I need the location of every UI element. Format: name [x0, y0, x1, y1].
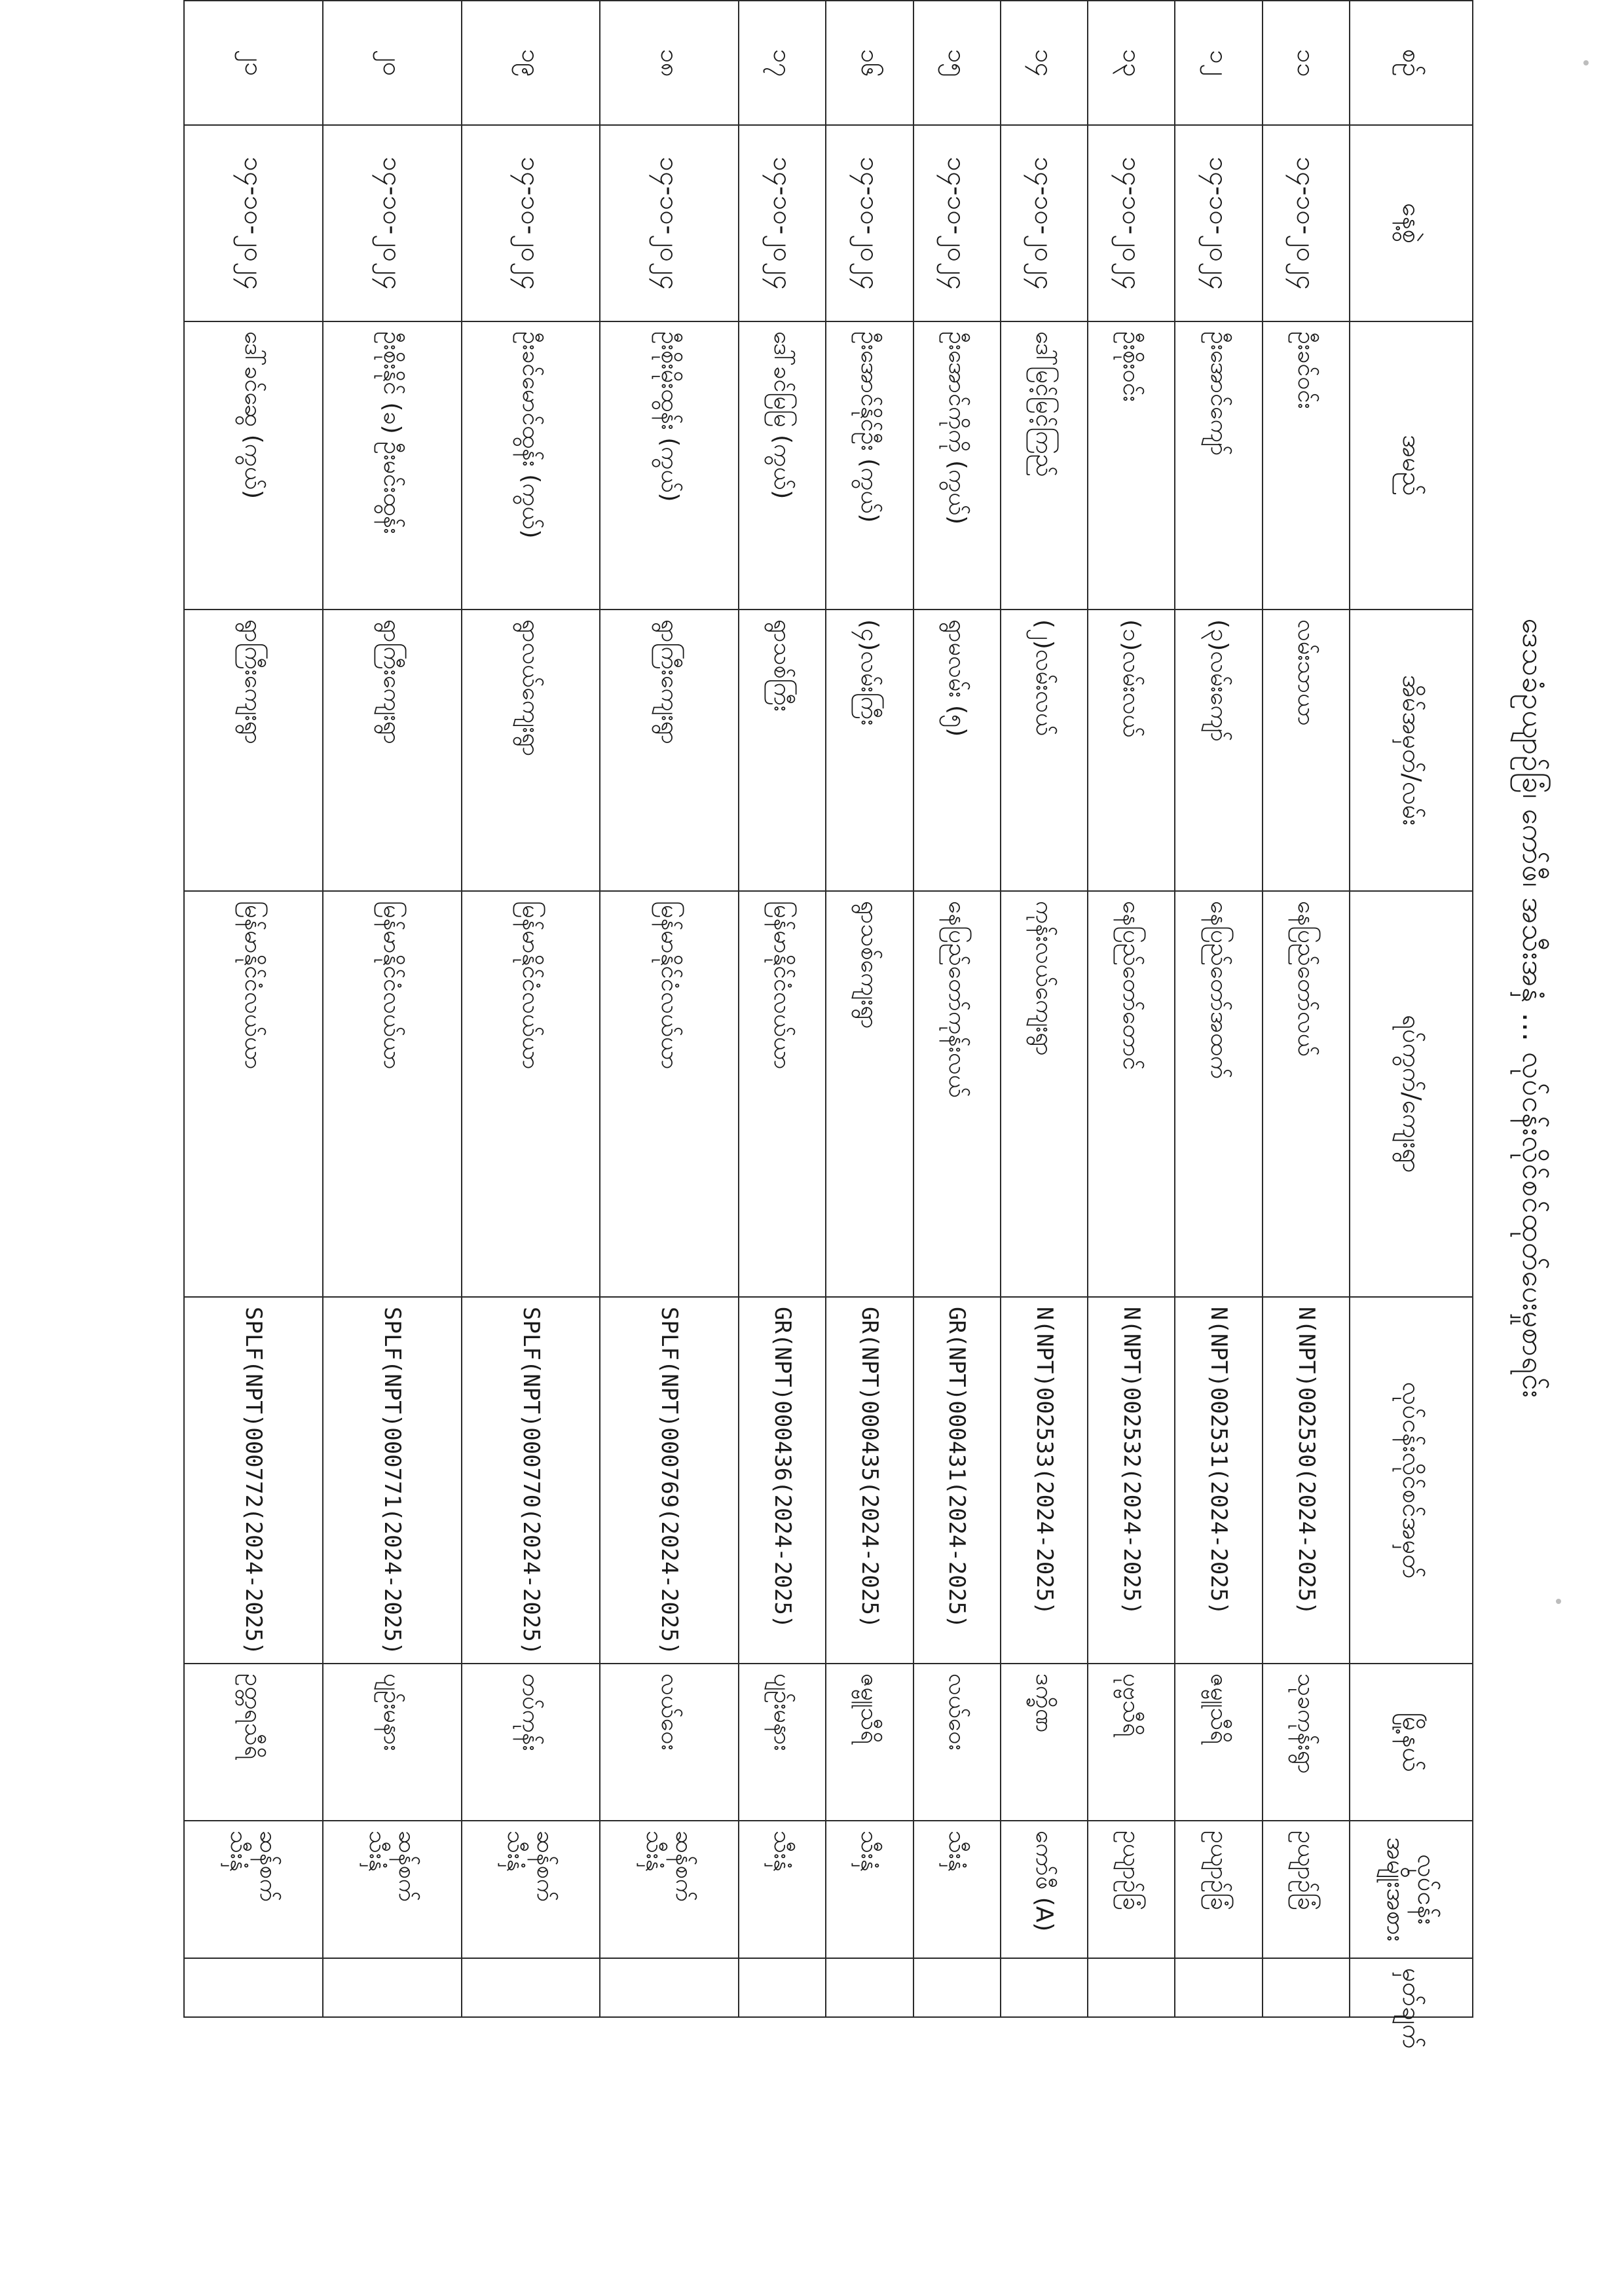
cell-village: ပျဉ်းမနား [323, 1664, 462, 1821]
cell-no: ၁၂ [1175, 1, 1262, 125]
cell-no: ၁၄ [1001, 1, 1088, 125]
cell-type: ဥယျာဉ်ခြံ [1263, 1821, 1350, 1958]
table-row [739, 1, 826, 2017]
cell-no: ၁၅ [913, 1, 1001, 125]
cell-community: ရွာသစ်ကျေးရွာ [826, 891, 913, 1297]
column-header: အမည် [1350, 321, 1473, 610]
cell-community: နေပြည်တော်လယ် [1263, 891, 1350, 1297]
cell-no: ၁၃ [1088, 1, 1175, 125]
cell-type: ဆန်စက် သီးနှံ [462, 1821, 600, 1958]
column-header: အိမ်အမှတ်/လမ်း [1350, 610, 1473, 891]
cell-address: (၁)လမ်းလယ် [1088, 610, 1175, 891]
scan-speck [1583, 60, 1589, 65]
cell-community: ကုန်းလယ်ကျေးရွာ [1001, 891, 1088, 1297]
cell-village: သုခကုန်းရွာ [1263, 1664, 1350, 1821]
cell-date: ၁၄-၁၀-၂၀၂၄ [1175, 125, 1262, 321]
table-row [1088, 1, 1175, 2017]
cell-address: လမ်းသာယာ [1263, 610, 1350, 891]
document-title: ဒေသခံဥယျာဉ်ခြံ၊ ကော်ဖီ၊ အသီးအနှံ ... လုပ်ငန်းလိုင်စင်ထုတ်ပေးမှုစာရင်း [1516, 618, 1549, 1398]
cell-type: ဆန်စက် သီးနှံ [184, 1821, 323, 1958]
cell-license: GR(NPT)000436(2024-2025) [739, 1297, 826, 1664]
cell-license: SPLF(NPT)000770(2024-2025) [462, 1297, 600, 1664]
cell-date: ၁၄-၁၀-၂၀၂၄ [600, 125, 739, 321]
cell-remark [826, 1958, 913, 2017]
cell-date: ၁၄-၁၀-၂၀၂၄ [826, 125, 913, 321]
cell-name: ဦးစိုးမိုးထွန်း (ကွယ်) [600, 321, 739, 610]
cell-name: ဦးခင်ဝင်း [1263, 321, 1350, 610]
cell-type: ဆန်စက် သီးနှံ [600, 1821, 739, 1958]
cell-license: SPLF(NPT)000771(2024-2025) [323, 1297, 462, 1664]
cell-name: ဒေါ်ခင်မြမြ (ကွယ်) [739, 321, 826, 610]
cell-name: ဒေါ်မြင့်မြင့်ကြည် [1001, 321, 1088, 610]
cell-remark [1263, 1958, 1350, 2017]
cell-license: SPLF(NPT)000769(2024-2025) [600, 1297, 739, 1664]
cell-remark [739, 1958, 826, 2017]
cell-no: ၁၁ [1263, 1, 1350, 125]
cell-license: N(NPT)002532(2024-2025) [1088, 1297, 1175, 1664]
cell-no: ၁၉ [462, 1, 600, 125]
document-body [183, 0, 1549, 2049]
cell-community: မြန်မာနိုင်ငံလယ်ယာ [184, 891, 323, 1297]
cell-community: မြန်မာနိုင်ငံလယ်ယာ [462, 891, 600, 1297]
cell-community: မြန်မာနိုင်ငံလယ်ယာ [600, 891, 739, 1297]
cell-village: ဥတ္တရသီရိ [184, 1664, 323, 1821]
column-header: နေ့စွဲ [1350, 125, 1473, 321]
cell-address: (၃)လမ်းကျော် [1175, 610, 1262, 891]
cell-remark [1001, 1958, 1088, 2017]
cell-village: တပ်ကုန်း [462, 1664, 600, 1821]
cell-remark [1088, 1958, 1175, 2017]
column-header: လုပ်ငန်းအမျိုးအစား [1350, 1821, 1473, 1958]
table-row [600, 1, 739, 2017]
cell-address: ရွာသစ်ကြီး [739, 610, 826, 891]
cell-license: SPLF(NPT)000772(2024-2025) [184, 1297, 323, 1664]
table-row [913, 1, 1001, 2017]
cell-village: လယ်ဝေး [600, 1664, 739, 1821]
table-row [323, 1, 462, 2017]
cell-no: ၂၀ [323, 1, 462, 125]
cell-license: GR(NPT)000435(2024-2025) [826, 1297, 913, 1664]
column-header: မှတ်ချက် [1350, 1958, 1473, 2017]
cell-address: (၄)လမ်းကြီး [826, 610, 913, 891]
cell-address: ရွာကြီးကျေးရွာ [600, 610, 739, 891]
cell-date: ၁၄-၁၀-၂၀၂၄ [323, 125, 462, 321]
column-header: လုပ်ငန်းလိုင်စင်အမှတ် [1350, 1297, 1473, 1664]
table-row [1263, 1, 1350, 2017]
table-row [462, 1, 600, 2017]
cell-type: သီးနှံ [913, 1821, 1001, 1958]
cell-name: ဦးအောင်ကိုကို (ကွယ်) [913, 321, 1001, 610]
cell-date: ၁၄-၁၀-၂၀၂၄ [739, 125, 826, 321]
cell-village: ဒက္ခိဏ [1001, 1664, 1088, 1821]
cell-date: ၁၄-၁၀-၂၀၂၄ [1001, 125, 1088, 321]
cell-name: ဦးအောင်နိုင်ဦး (ကွယ်) [826, 321, 913, 610]
cell-type: သီးနှံ [739, 1821, 826, 1958]
license-table [183, 0, 1473, 2049]
cell-address: ရွာလယ်ကျေးရွာ [462, 610, 600, 891]
cell-no: ၁၈ [600, 1, 739, 125]
cell-remark [600, 1958, 739, 2017]
column-header: စဉ် [1350, 1, 1473, 125]
table-row [1175, 1, 1262, 2017]
column-header: ရပ်ကွက်/ကျေးရွာ [1350, 891, 1473, 1297]
cell-village: ဇမ္ဗူသီရိ [826, 1664, 913, 1821]
cell-village: ဇမ္ဗူသီရိ [1175, 1664, 1262, 1821]
table-row [826, 1, 913, 2017]
cell-date: ၁၄-၁၀-၂၀၂၄ [184, 125, 323, 321]
cell-no: ၁၆ [826, 1, 913, 125]
cell-name: ဦးစိုးနိုင် (ခ) ဦးမင်းထွန်း [323, 321, 462, 610]
cell-address: (၂)လမ်းလယ် [1001, 610, 1088, 891]
cell-remark [184, 1958, 323, 2017]
cell-community: နေပြည်တော်အထက် [1175, 891, 1262, 1297]
cell-remark [323, 1958, 462, 2017]
cell-village: ပုဗ္ဗသီရိ [1088, 1664, 1175, 1821]
cell-license: GR(NPT)000431(2024-2025) [913, 1297, 1001, 1664]
cell-name: ဦးခင်မောင်ထွန်း (ကွယ်) [462, 321, 600, 610]
cell-name: ဦးအောင်ကျော် [1175, 321, 1262, 610]
cell-license: N(NPT)002530(2024-2025) [1263, 1297, 1350, 1664]
cell-type: ဆန်စက် သီးနှံ [323, 1821, 462, 1958]
cell-type: သီးနှံ [826, 1821, 913, 1958]
cell-community: မြန်မာနိုင်ငံလယ်ယာ [739, 891, 826, 1297]
cell-village: လယ်ဝေး [913, 1664, 1001, 1821]
cell-license: N(NPT)002533(2024-2025) [1001, 1297, 1088, 1664]
column-header: မြို့နယ် [1350, 1664, 1473, 1821]
cell-address: ရွာမလမ်း (၅) [913, 610, 1001, 891]
table-body [184, 1, 1350, 2017]
cell-no: ၂၁ [184, 1, 323, 125]
cell-community: နေပြည်တော်တောင် [1088, 891, 1175, 1297]
cell-date: ၁၄-၁၀-၂၀၂၄ [462, 125, 600, 321]
cell-type: ဥယျာဉ်ခြံ [1175, 1821, 1262, 1958]
cell-remark [913, 1958, 1001, 2017]
cell-address: ရွာကြီးကျေးရွာ [184, 610, 323, 891]
cell-address: ရွာကြီးကျေးရွာ [323, 610, 462, 891]
cell-village: ပျဉ်းမနား [739, 1664, 826, 1821]
cell-name: ဒေါ်ခင်ဆွေ (ကွယ်) [184, 321, 323, 610]
cell-type: ဥယျာဉ်ခြံ [1088, 1821, 1175, 1958]
cell-no: ၁၇ [739, 1, 826, 125]
table-header-row [1350, 1, 1473, 2017]
cell-date: ၁၄-၁၀-၂၀၂၄ [1088, 125, 1175, 321]
cell-remark [462, 1958, 600, 2017]
cell-name: ဦးစိုးဝင်း [1088, 321, 1175, 610]
cell-type: ကော်ဖီ (A) [1001, 1821, 1088, 1958]
document-sheet [183, 0, 1549, 2049]
table-row [1001, 1, 1088, 2017]
table-row [184, 1, 323, 2017]
cell-license: N(NPT)002531(2024-2025) [1175, 1297, 1262, 1664]
cell-remark [1175, 1958, 1262, 2017]
cell-community: နေပြည်တော်ကုန်းလယ် [913, 891, 1001, 1297]
scan-speck [1556, 1599, 1561, 1604]
cell-date: ၁၄-၁၀-၂၀၂၄ [1263, 125, 1350, 321]
cell-date: ၁၄-၁၀-၂၀၂၄ [913, 125, 1001, 321]
cell-community: မြန်မာနိုင်ငံလယ်ယာ [323, 891, 462, 1297]
